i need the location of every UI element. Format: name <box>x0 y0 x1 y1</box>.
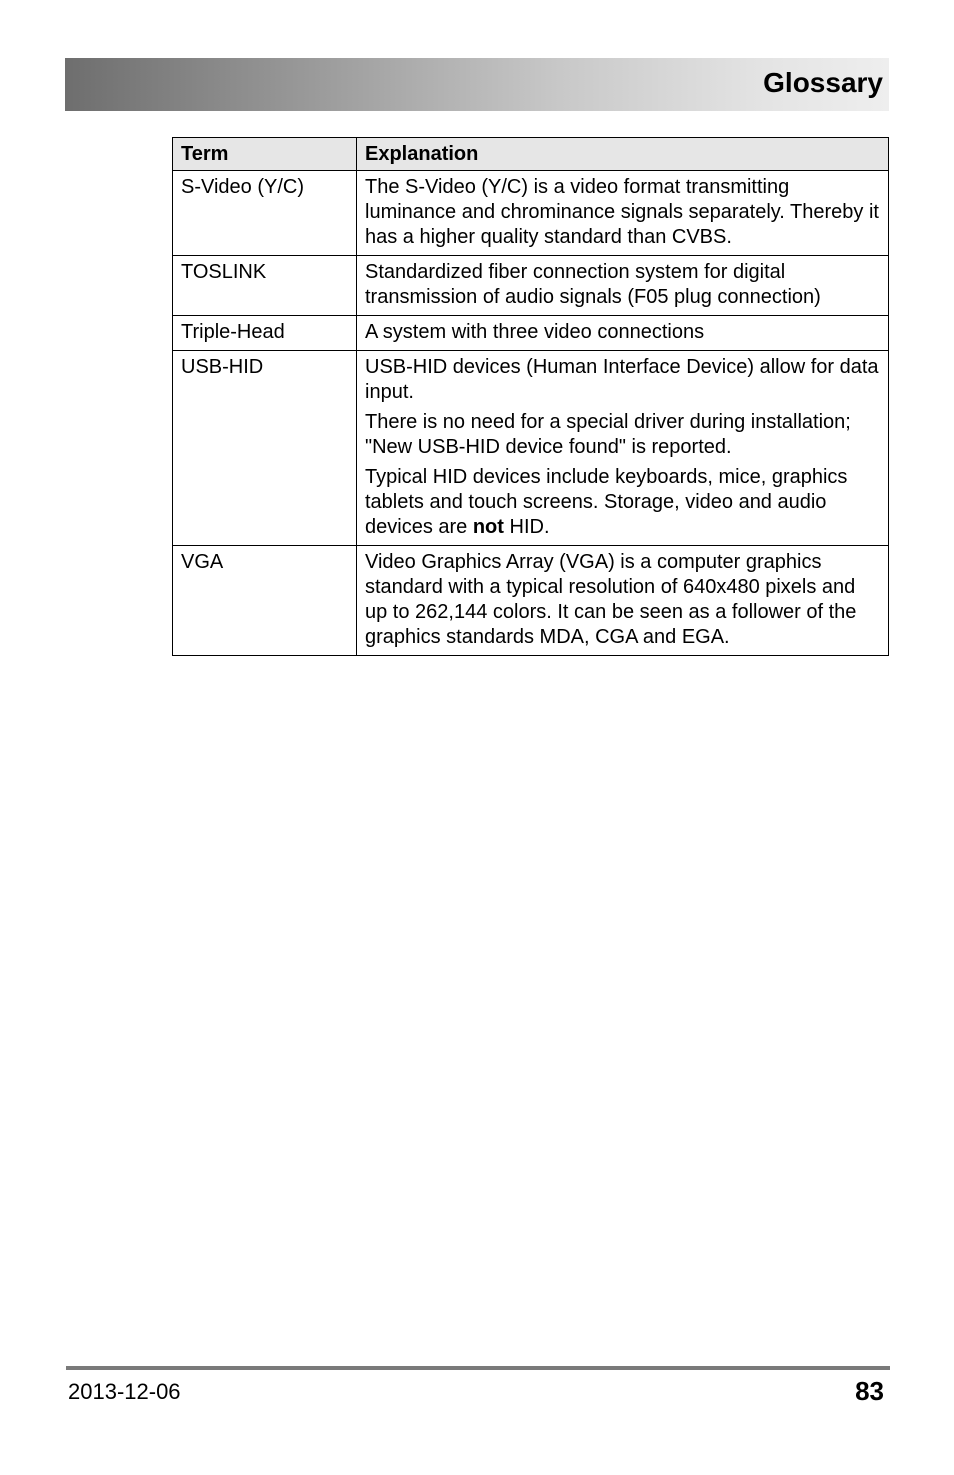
explanation-text-part: Typical HID devices include keyboards, mice, graphics tablets and touch screens. Storage, video and audio devices are <box>365 466 848 538</box>
table-row <box>173 256 889 316</box>
header-band <box>65 58 889 111</box>
explanation-cell <box>357 351 889 546</box>
glossary-table <box>172 137 889 656</box>
table-row <box>173 546 889 656</box>
page-number: 83 <box>855 1376 884 1406</box>
explanation-text-part: HID. <box>503 516 550 538</box>
table-header-row <box>173 138 889 171</box>
emphasis-text: not <box>472 516 504 538</box>
term-cell: S-Video (Y/C) <box>173 171 357 256</box>
explanation-text: Standardized fiber connection system for digital transmission of audio signals (F05 plug connection) <box>365 261 821 308</box>
column-header-term: Term <box>173 138 357 171</box>
term-cell: VGA <box>173 546 357 656</box>
explanation-cell <box>357 171 889 256</box>
footer-date: 2013-12-06 <box>68 1379 181 1404</box>
explanation-cell <box>357 546 889 656</box>
column-header-explanation: Explanation <box>357 138 889 171</box>
term-cell: USB-HID <box>173 351 357 546</box>
term-cell: Triple-Head <box>173 316 357 351</box>
footer-divider <box>66 1366 890 1370</box>
explanation-text: A system with three video connections <box>365 321 705 343</box>
explanation-text: The S-Video (Y/C) is a video format transmitting luminance and chrominance signals separately. Thereby it has a higher quality standard than CVBS. <box>365 176 879 248</box>
page-title: Glossary <box>763 67 883 98</box>
explanation-cell <box>357 256 889 316</box>
explanation-cell <box>357 316 889 351</box>
table-row <box>173 171 889 256</box>
explanation-text <box>365 465 880 540</box>
table-row <box>173 316 889 351</box>
explanation-text: There is no need for a special driver during installation; "New USB-HID device found" is reported. <box>365 411 851 458</box>
explanation-text: Video Graphics Array (VGA) is a computer graphics standard with a typical resolution of 640x480 pixels and up to 262,144 colors. It can be seen as a follower of the graphics standards MDA, CGA and EGA. <box>365 551 857 648</box>
term-cell: TOSLINK <box>173 256 357 316</box>
explanation-text: USB-HID devices (Human Interface Device) allow for data input. <box>365 356 879 403</box>
table-row <box>173 351 889 546</box>
